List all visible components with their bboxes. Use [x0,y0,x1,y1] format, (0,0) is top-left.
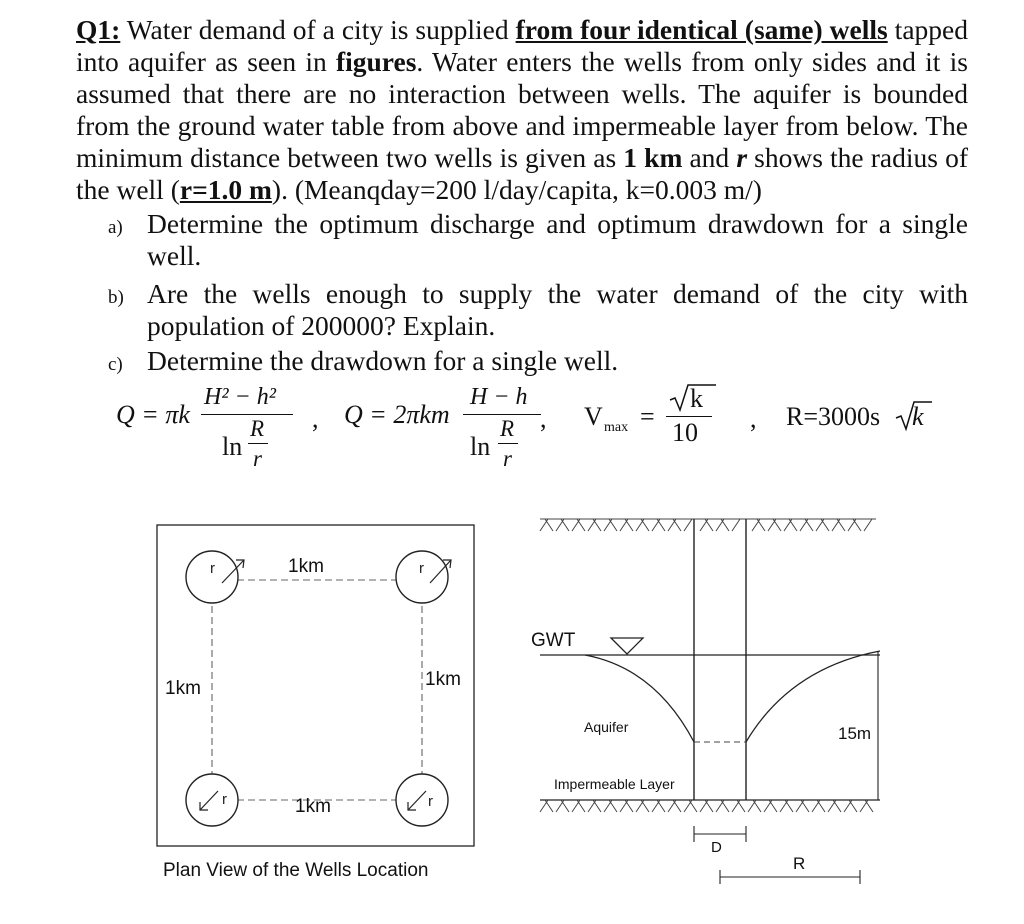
formula-1-r: r [253,446,262,471]
formula-2-sub-bar [498,443,518,444]
part-b-label: b) [108,287,124,308]
formula-2-R: R [500,416,515,441]
gwt-label: GWT [531,630,576,651]
well-casing [694,519,746,800]
well-top-left [186,551,238,603]
question-text-4: and [682,142,737,173]
question-paragraph [76,14,968,206]
radius-label-top-right: r [419,560,424,577]
part-a-text: Determine the optimum discharge and optimum drawdown for a single well. [147,208,968,271]
plan-view-caption: Plan View of the Wells Location [163,860,429,881]
question-text-1: Water demand of a city is supplied [120,14,516,45]
formula-1-ln: ln [222,432,243,461]
formula-2-r: r [503,446,512,471]
ground-surface-hatch [540,519,876,531]
well-bottom-left [186,774,238,826]
plan-view [157,525,474,881]
formula-row [0,380,1024,500]
well-bottom-right [396,774,448,826]
formula-1-numerator: H² − h² [204,384,276,410]
aquifer-label: Aquifer [584,719,629,735]
question-text-5: shows the radius of the well ( [76,142,968,205]
question-number: Q1: [76,14,121,45]
radius-of-influence-dimension [720,870,860,884]
plan-left-distance: 1km [165,678,201,699]
plan-right-distance: 1km [425,669,461,690]
formula-3-subscript: max [604,420,629,435]
well-top-right [396,551,448,603]
formula-4-k: k [912,402,924,431]
part-a-label: a) [108,217,123,238]
diameter-label: D [711,839,722,856]
impermeable-layer-hatch [540,800,873,812]
formula-1-sub-bar [248,443,268,444]
question-emphasis-figures: figures [335,46,417,77]
formula-1-lhs: Q = πk [116,400,190,429]
part-c-text: Determine the drawdown for a single well. [147,345,619,376]
cross-section [531,519,880,884]
gwt-triangle-icon [611,638,643,654]
question-emphasis-wells: from four identical (same) wells [515,14,888,45]
question-emphasis-r: r [736,142,748,173]
part-b-text: Are the wells enough to supply the water demand of the city with population of 200000? Explain. [147,278,968,341]
formula-1-fraction-bar [201,414,293,415]
part-c-label: c) [108,354,123,375]
formula-sep-2: , [540,404,547,433]
formula-2-lhs: Q = 2πkm [344,400,450,429]
formula-2-numerator: H − h [470,384,528,410]
formula-2-ln: ln [470,432,491,461]
part-a [108,208,968,272]
radius-label-top-left: r [210,560,215,577]
question-text-6: ). (Meanqday=200 l/day/capita, k=0.003 m/) [271,174,762,205]
figures [0,500,1024,924]
radius-of-influence-label: R [793,854,806,873]
formula-sep-3: , [750,404,757,433]
formula-3-numerator: k [690,384,703,413]
question-emphasis-distance: 1 km [623,142,683,173]
formula-3-denominator: 10 [672,418,698,447]
question-text-3: . Water enters the wells from only sides and it is assumed that there are no interaction between wells. The aquifer is bounded from the ground water table from above and impermeable layer from below. The minimum distance between two wells is given as [76,46,969,173]
radius-label-bottom-left: r [222,791,227,808]
part-c [108,345,968,377]
formula-3-v: V [584,402,603,431]
formula-2-fraction-bar [463,414,541,415]
formula-4-text: R=3000s [786,402,881,431]
thickness-label: 15m [838,724,872,743]
formula-sep-1: , [312,404,319,433]
formula-1-R: R [250,416,265,441]
radius-label-bottom-right: r [428,793,433,810]
plan-bottom-distance: 1km [295,796,331,817]
formula-3-equals: = [640,402,655,431]
part-b [108,278,968,342]
plan-top-distance: 1km [288,556,324,577]
question-text-2: tapped into aquifer as seen in [76,14,968,77]
formula-3-fraction-bar [666,416,712,417]
impermeable-layer-label: Impermeable Layer [554,776,675,792]
question-emphasis-radius: r=1.0 m [179,174,272,205]
